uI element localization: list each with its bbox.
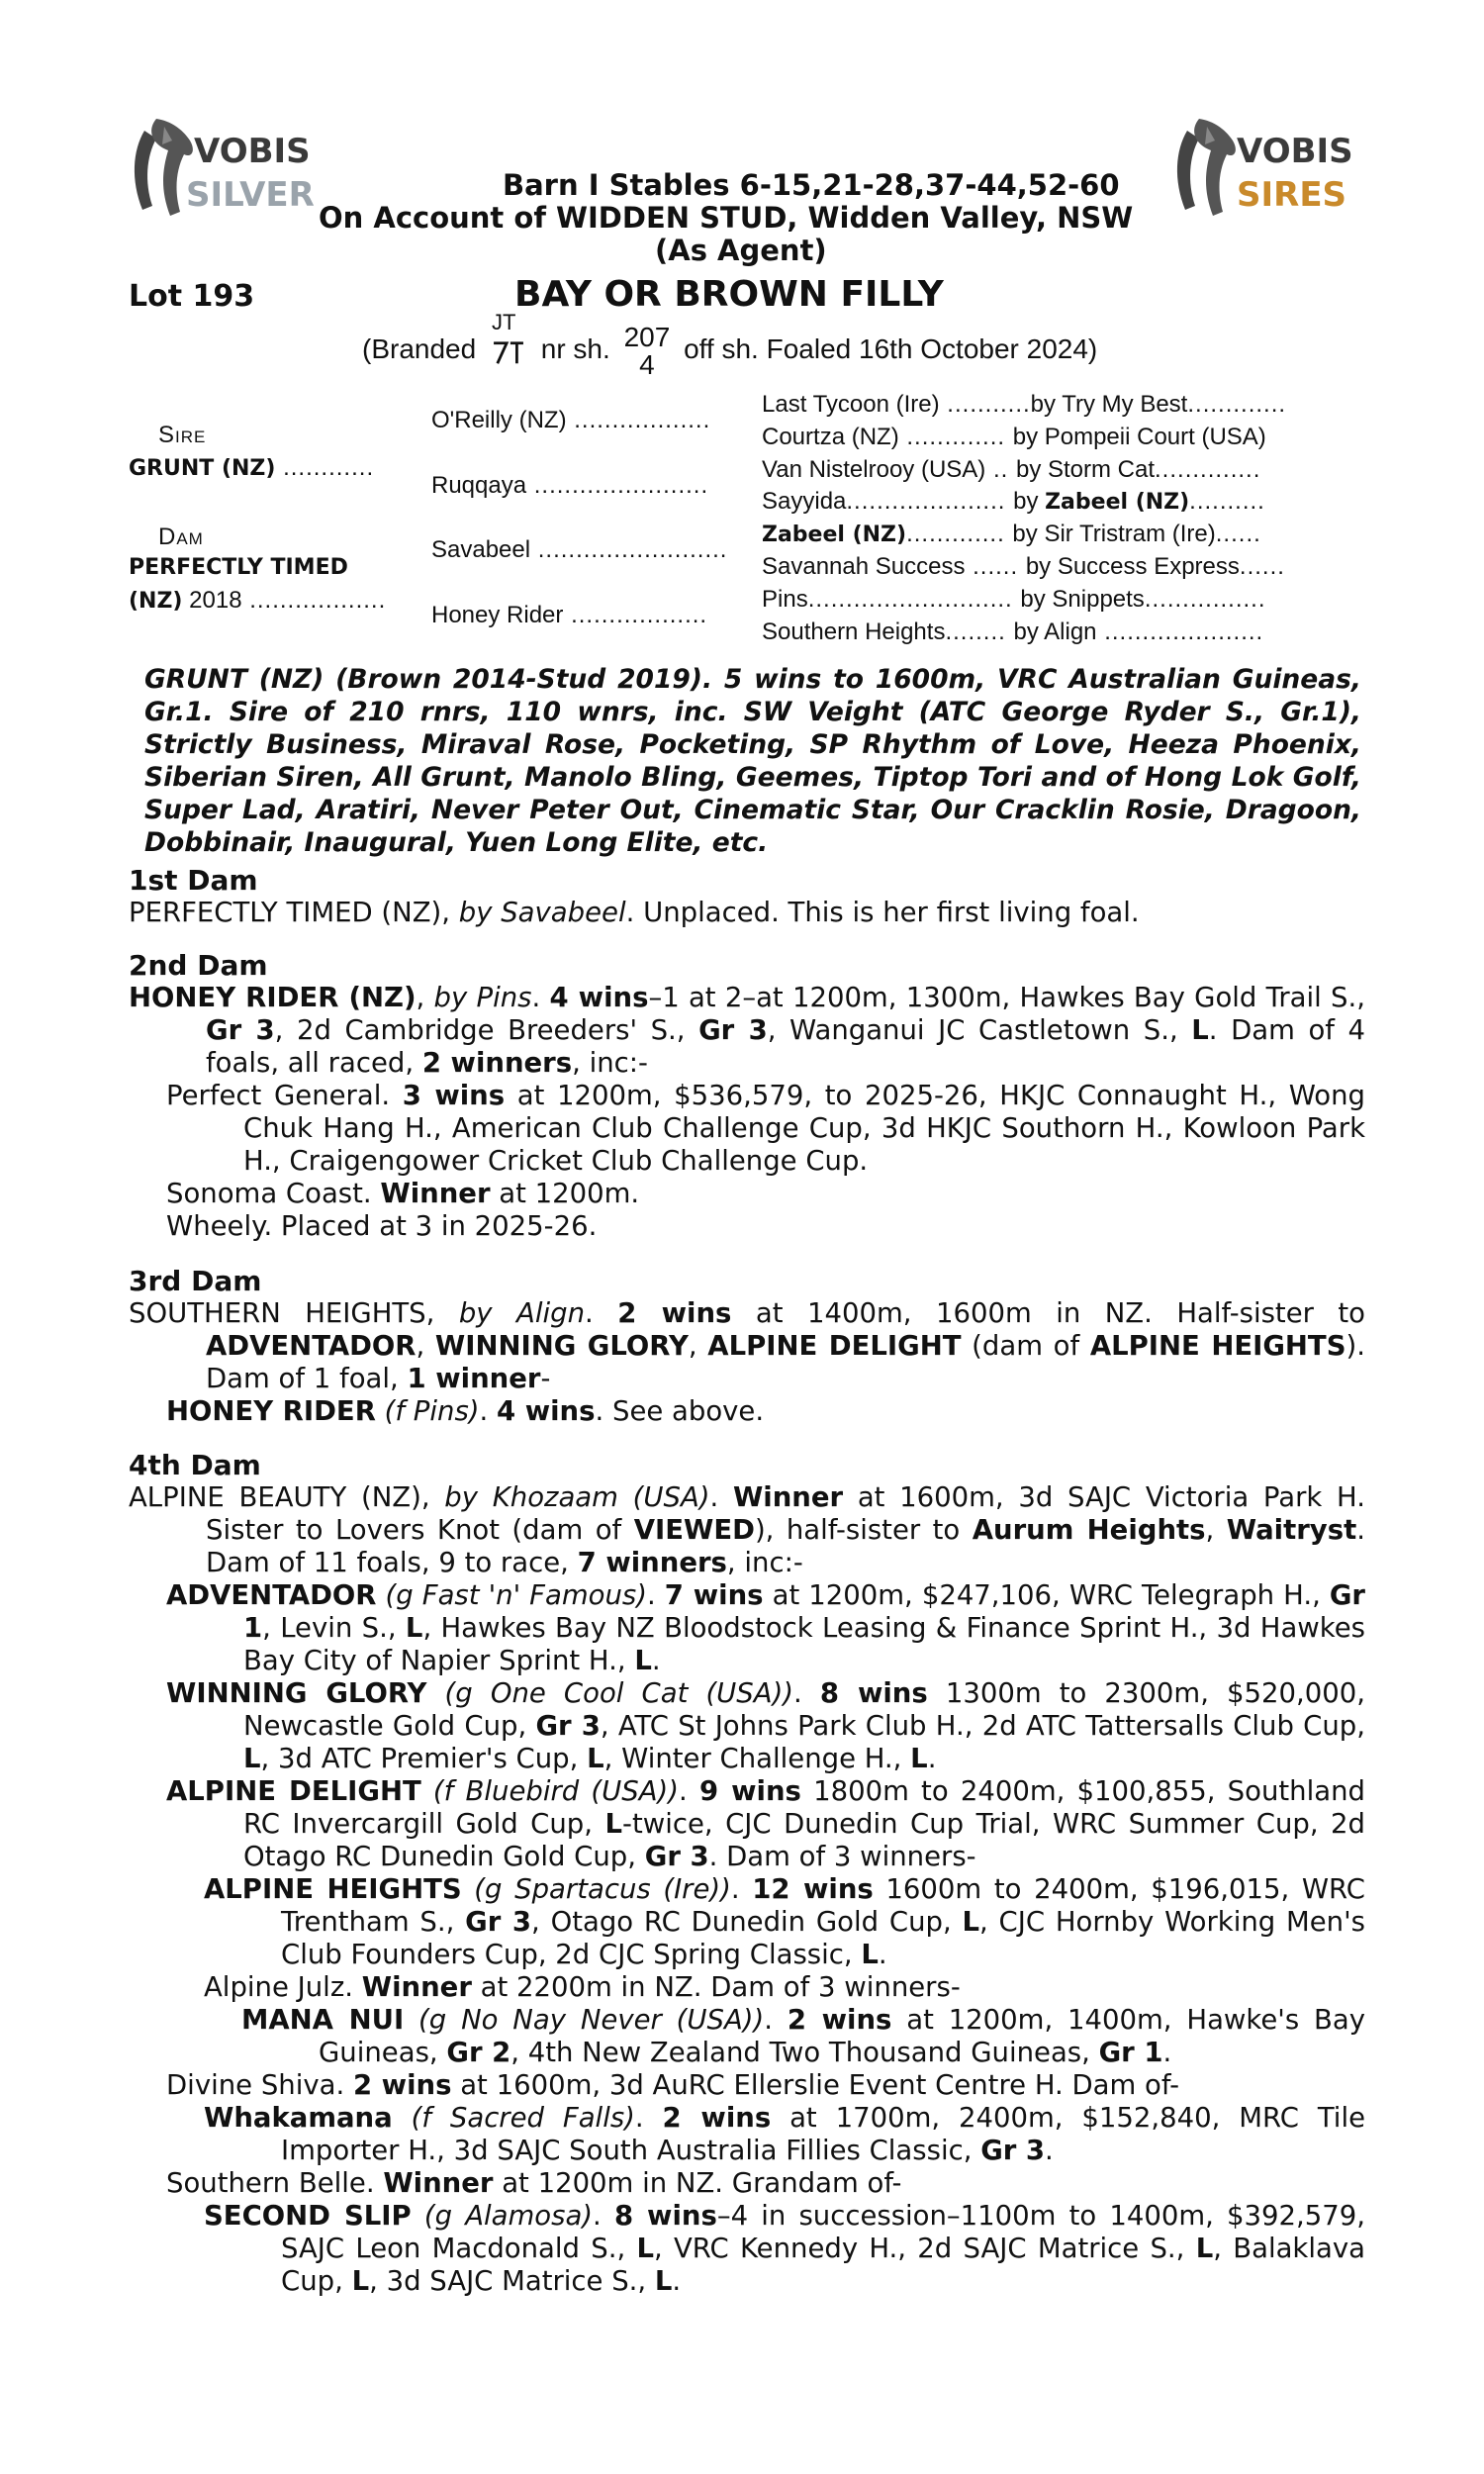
- svg-text:VOBIS: VOBIS: [194, 132, 311, 171]
- vobis-silver-logo: [123, 111, 319, 228]
- brand-fraction: 207 4: [623, 321, 671, 380]
- ped-gg-2: Courtza (NZ) ............. by Pompeii Court (USA): [762, 424, 1266, 450]
- first-dam-text: PERFECTLY TIMED (NZ), by Savabeel. Unplaced. This is her first living foal.: [129, 897, 1140, 928]
- ped-gg-4: Sayyida..................... by Zabeel (NZ)..........: [762, 488, 1265, 515]
- svg-text:SIRES: SIRES: [1237, 175, 1347, 215]
- ped-gg-6: Savannah Success ...... by Success Express......: [762, 553, 1285, 580]
- ped-sire-dam: Ruqqaya .......................: [431, 472, 709, 499]
- ped-gg-5: Zabeel (NZ)............. by Sir Tristram (Ire)......: [762, 521, 1261, 547]
- barn-stables-line: Barn I Stables 6-15,21-28,37-44,52-60: [503, 168, 1120, 202]
- sire-summary: GRUNT (NZ) (Brown 2014-Stud 2019). 5 wins to 1600m, VRC Australian Guineas, Gr.1. Sire of 210 rnrs, 110 wnrs, inc. SW Veight (ATC George Ryder S., Gr.1), Strictly Business, Miraval Rose, Pocketing, SP Rhythm of Love, Heeza Phoenix, Siberian Siren, All Grunt, Manolo Bling, Geemes, Tiptop Tori and of Hong Lok Golf, Super Lad, Aratiri, Never Peter Out, Cinematic Star, Our Cracklin Rosie, Dragoon, Dobbinair, Inaugural, Yuen Long Elite, etc.: [144, 664, 1361, 858]
- brand-mark-icon: JT: [488, 330, 529, 373]
- first-dam-heading: 1st Dam: [129, 864, 258, 897]
- branded-middle: nr sh.: [540, 333, 610, 364]
- fourth-dam-text: ALPINE BEAUTY (NZ), by Khozaam (USA). Winner at 1600m, 3d SAJC Victoria Park H. Sister to Lovers Knot (dam of VIEWED), half-sister to Aurum Heights, Waitryst. Dam of 11 foals, 9 to race, 7 winners, inc:- ADVENTADOR (g Fast 'n' Famous). 7 wins at 1200m, $247,106, WRC Telegraph H., Gr 1, Levin S., L, Hawkes Bay NZ Bloodstock Leasing & Finance Sprint H., 3d Hawkes Bay City of Napier Sprint H., L. WINNING GLORY (g One Cool Cat (USA)). 8 wins 1300m to 2300m, $520,000, Newcastle Gold Cup, Gr 3, ATC St Johns Park Club H., 2d ATC Tattersalls Club Cup, L, 3d ATC Premier's Cup, L, Winter Challenge H., L. ALPINE DELIGHT (f Bluebird (USA)). 9 wins 1800m to 2400m, $100,855, Southland RC Invercargill Gold Cup, L-twice, CJC Dunedin Cup Trial, WRC Summer Cup, 2d Otago RC Dunedin Gold Cup, Gr 3. Dam of 3 winners- ALPINE HEIGHTS (g Spartacus (Ire)). 12 wins 1600m to 2400m, $196,015, WRC Trentham S., Gr 3, Otago RC Dunedin Gold Cup, L, CJC Hornby Working Men's Club Founders Cup, 2d CJC Spring Classic, L. Alpine Julz. Winner at 2200m in NZ. Dam of 3 winners- MANA NUI (g No Nay Never (USA)). 2 wins at 1200m, 1400m, Hawke's Bay Guineas, Gr 2, 4th New Zealand Two Thousand Guineas, Gr 1. Divine Shiva. 2 wins at 1600m, 3d AuRC Ellerslie Event Centre H. Dam of- Whakamana (f Sacred Falls). 2 wins at 1700m, 2400m, $152,840, MRC Tile Importer H., 3d SAJC South Australia Fillies Classic, Gr 3. Southern Belle. Winner at 1200m in NZ. Grandam of- SECOND SLIP (g Alamosa). 8 wins–4 in succession–1100m to 1400m, $392,579, SAJC Leon Macdonald S., L, VRC Kennedy H., 2d SAJC Matrice S., L, Balaklava Cup, L, 3d SAJC Matrice S., L.: [129, 1481, 1366, 2297]
- agent-line: (As Agent): [655, 234, 827, 267]
- dam-label: Dam: [158, 523, 204, 550]
- svg-text:SILVER: SILVER: [186, 175, 315, 215]
- dam-name-line1: PERFECTLY TIMED: [129, 555, 348, 580]
- third-dam-heading: 3rd Dam: [129, 1265, 262, 1297]
- sire-name-row: GRUNT (NZ) ............: [129, 454, 375, 481]
- ped-gg-8: Southern Heights........ by Align .....................: [762, 618, 1264, 645]
- ped-dam-sire: Savabeel .........................: [431, 536, 728, 563]
- account-line: On Account of WIDDEN STUD, Widden Valley, NSW: [319, 201, 1134, 235]
- ped-sire-sire: O'Reilly (NZ) ..................: [431, 407, 711, 433]
- foaled-text: off sh. Foaled 16th October 2024): [684, 333, 1098, 364]
- second-dam-heading: 2nd Dam: [129, 949, 268, 982]
- brand-foaled-line: [362, 309, 1098, 384]
- vobis-sires-logo: [1165, 111, 1361, 228]
- third-dam-text: SOUTHERN HEIGHTS, by Align. 2 wins at 1400m, 1600m in NZ. Half-sister to ADVENTADOR, WINNING GLORY, ALPINE DELIGHT (dam of ALPINE HEIGHTS). Dam of 1 foal, 1 winner- HONEY RIDER (f Pins). 4 wins. See above.: [129, 1297, 1365, 1427]
- sire-label: Sire: [158, 422, 207, 448]
- lot-number: Lot 193: [129, 279, 255, 314]
- fourth-dam-heading: 4th Dam: [129, 1449, 261, 1481]
- branded-prefix: (Branded: [362, 333, 477, 364]
- svg-text:VOBIS: VOBIS: [1237, 132, 1353, 171]
- dam-name-line2: (NZ) 2018 ..................: [129, 587, 387, 614]
- ped-gg-7: Pins........................... by Snippets................: [762, 586, 1266, 613]
- lot-title: BAY OR BROWN FILLY: [514, 274, 944, 315]
- ped-gg-1: Last Tycoon (Ire) ...........by Try My Best.............: [762, 391, 1287, 418]
- ped-gg-3: Van Nistelrooy (USA) .. by Storm Cat..............: [762, 456, 1261, 483]
- ped-dam-dam: Honey Rider ..................: [431, 602, 708, 628]
- second-dam-text: HONEY RIDER (NZ), by Pins. 4 wins–1 at 2–at 1200m, 1300m, Hawkes Bay Gold Trail S., Gr 3, 2d Cambridge Breeders' S., Gr 3, Wanganui JC Castletown S., L. Dam of 4 foals, all raced, 2 winners, inc:- Perfect General. 3 wins at 1200m, $536,579, to 2025-26, HKJC Connaught H., Wong Chuk Hang H., American Club Challenge Cup, 3d HKJC Southorn H., Kowloon Park H., Craigengower Cricket Club Challenge Cup. Sonoma Coast. Winner at 1200m. Wheely. Placed at 3 in 2025-26.: [129, 982, 1366, 1242]
